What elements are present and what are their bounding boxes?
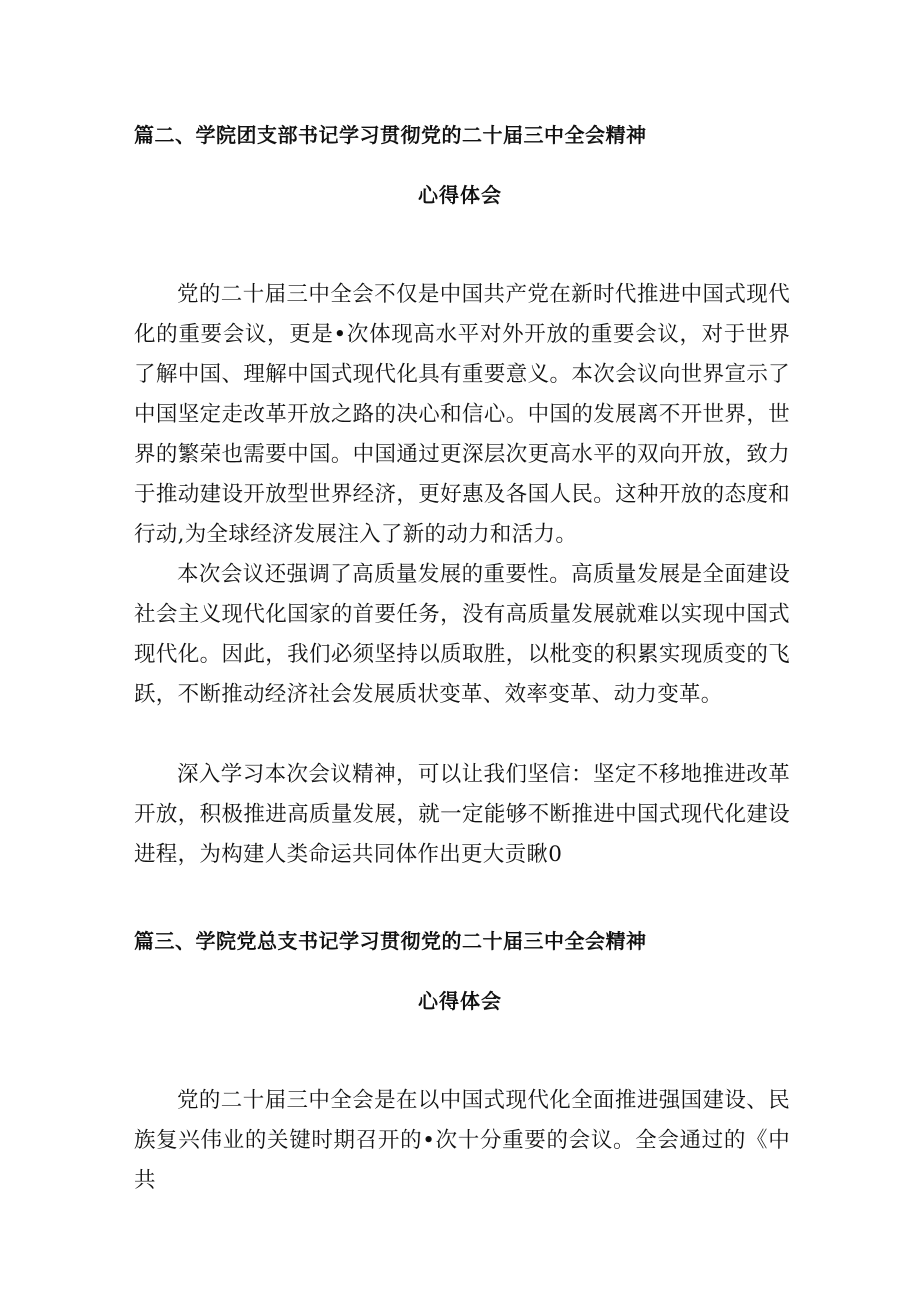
section2-subtitle: 心得体会 bbox=[418, 183, 502, 207]
section3-subtitle: 心得体会 bbox=[418, 989, 502, 1013]
section3-title: 篇三、学院党总支书记学习贯彻党的二十届三中全会精神 bbox=[134, 929, 647, 953]
section3-paragraph-1: 党的二十届三中全会是在以中国式现代化全面推进强国建设、民族复兴伟业的关键时期召开的•次十分重要的会议。全会通过的《中共 bbox=[134, 1088, 790, 1193]
section2-title: 篇二、学院团支部书记学习贯彻党的二十届三中全会精神 bbox=[134, 123, 647, 147]
section2-paragraph-1: 党的二十届三中全会不仅是中国共产党在新时代推进中国式现代化的重要会议，更是•次体现高水平对外开放的重要会议，对于世界了解中国、理解中国式现代化具有重要意义。本次会议向世界宣示了中国坚定走改革开放之路的决心和信心。中国的发展离不开世界，世界的繁荣也需要中国。中国通过更深层次更高水平的双向开放，致力于推动建设开放型世界经济，更好惠及各国人民。这种开放的态度和行动,为全球经济发展注入了新的动力和活力。 bbox=[134, 282, 790, 547]
section2-paragraph-2: 本次会议还强调了高质量发展的重要性。高质量发展是全面建设社会主义现代化国家的首要任务，没有高质量发展就难以实现中国式现代化。因此，我们必须坚持以质取胜，以枇变的积累实现质变的飞跃，不断推动经济社会发展质状变革、效率变革、动力变革。 bbox=[134, 562, 790, 707]
section2-paragraph-3: 深入学习本次会议精神，可以让我们坚信：坚定不移地推进改革开放，积极推进高质量发展，就一定能够不断推进中国式现代化建设进程，为构建人类命运共同体作出更大贡瞅0 bbox=[134, 762, 790, 867]
